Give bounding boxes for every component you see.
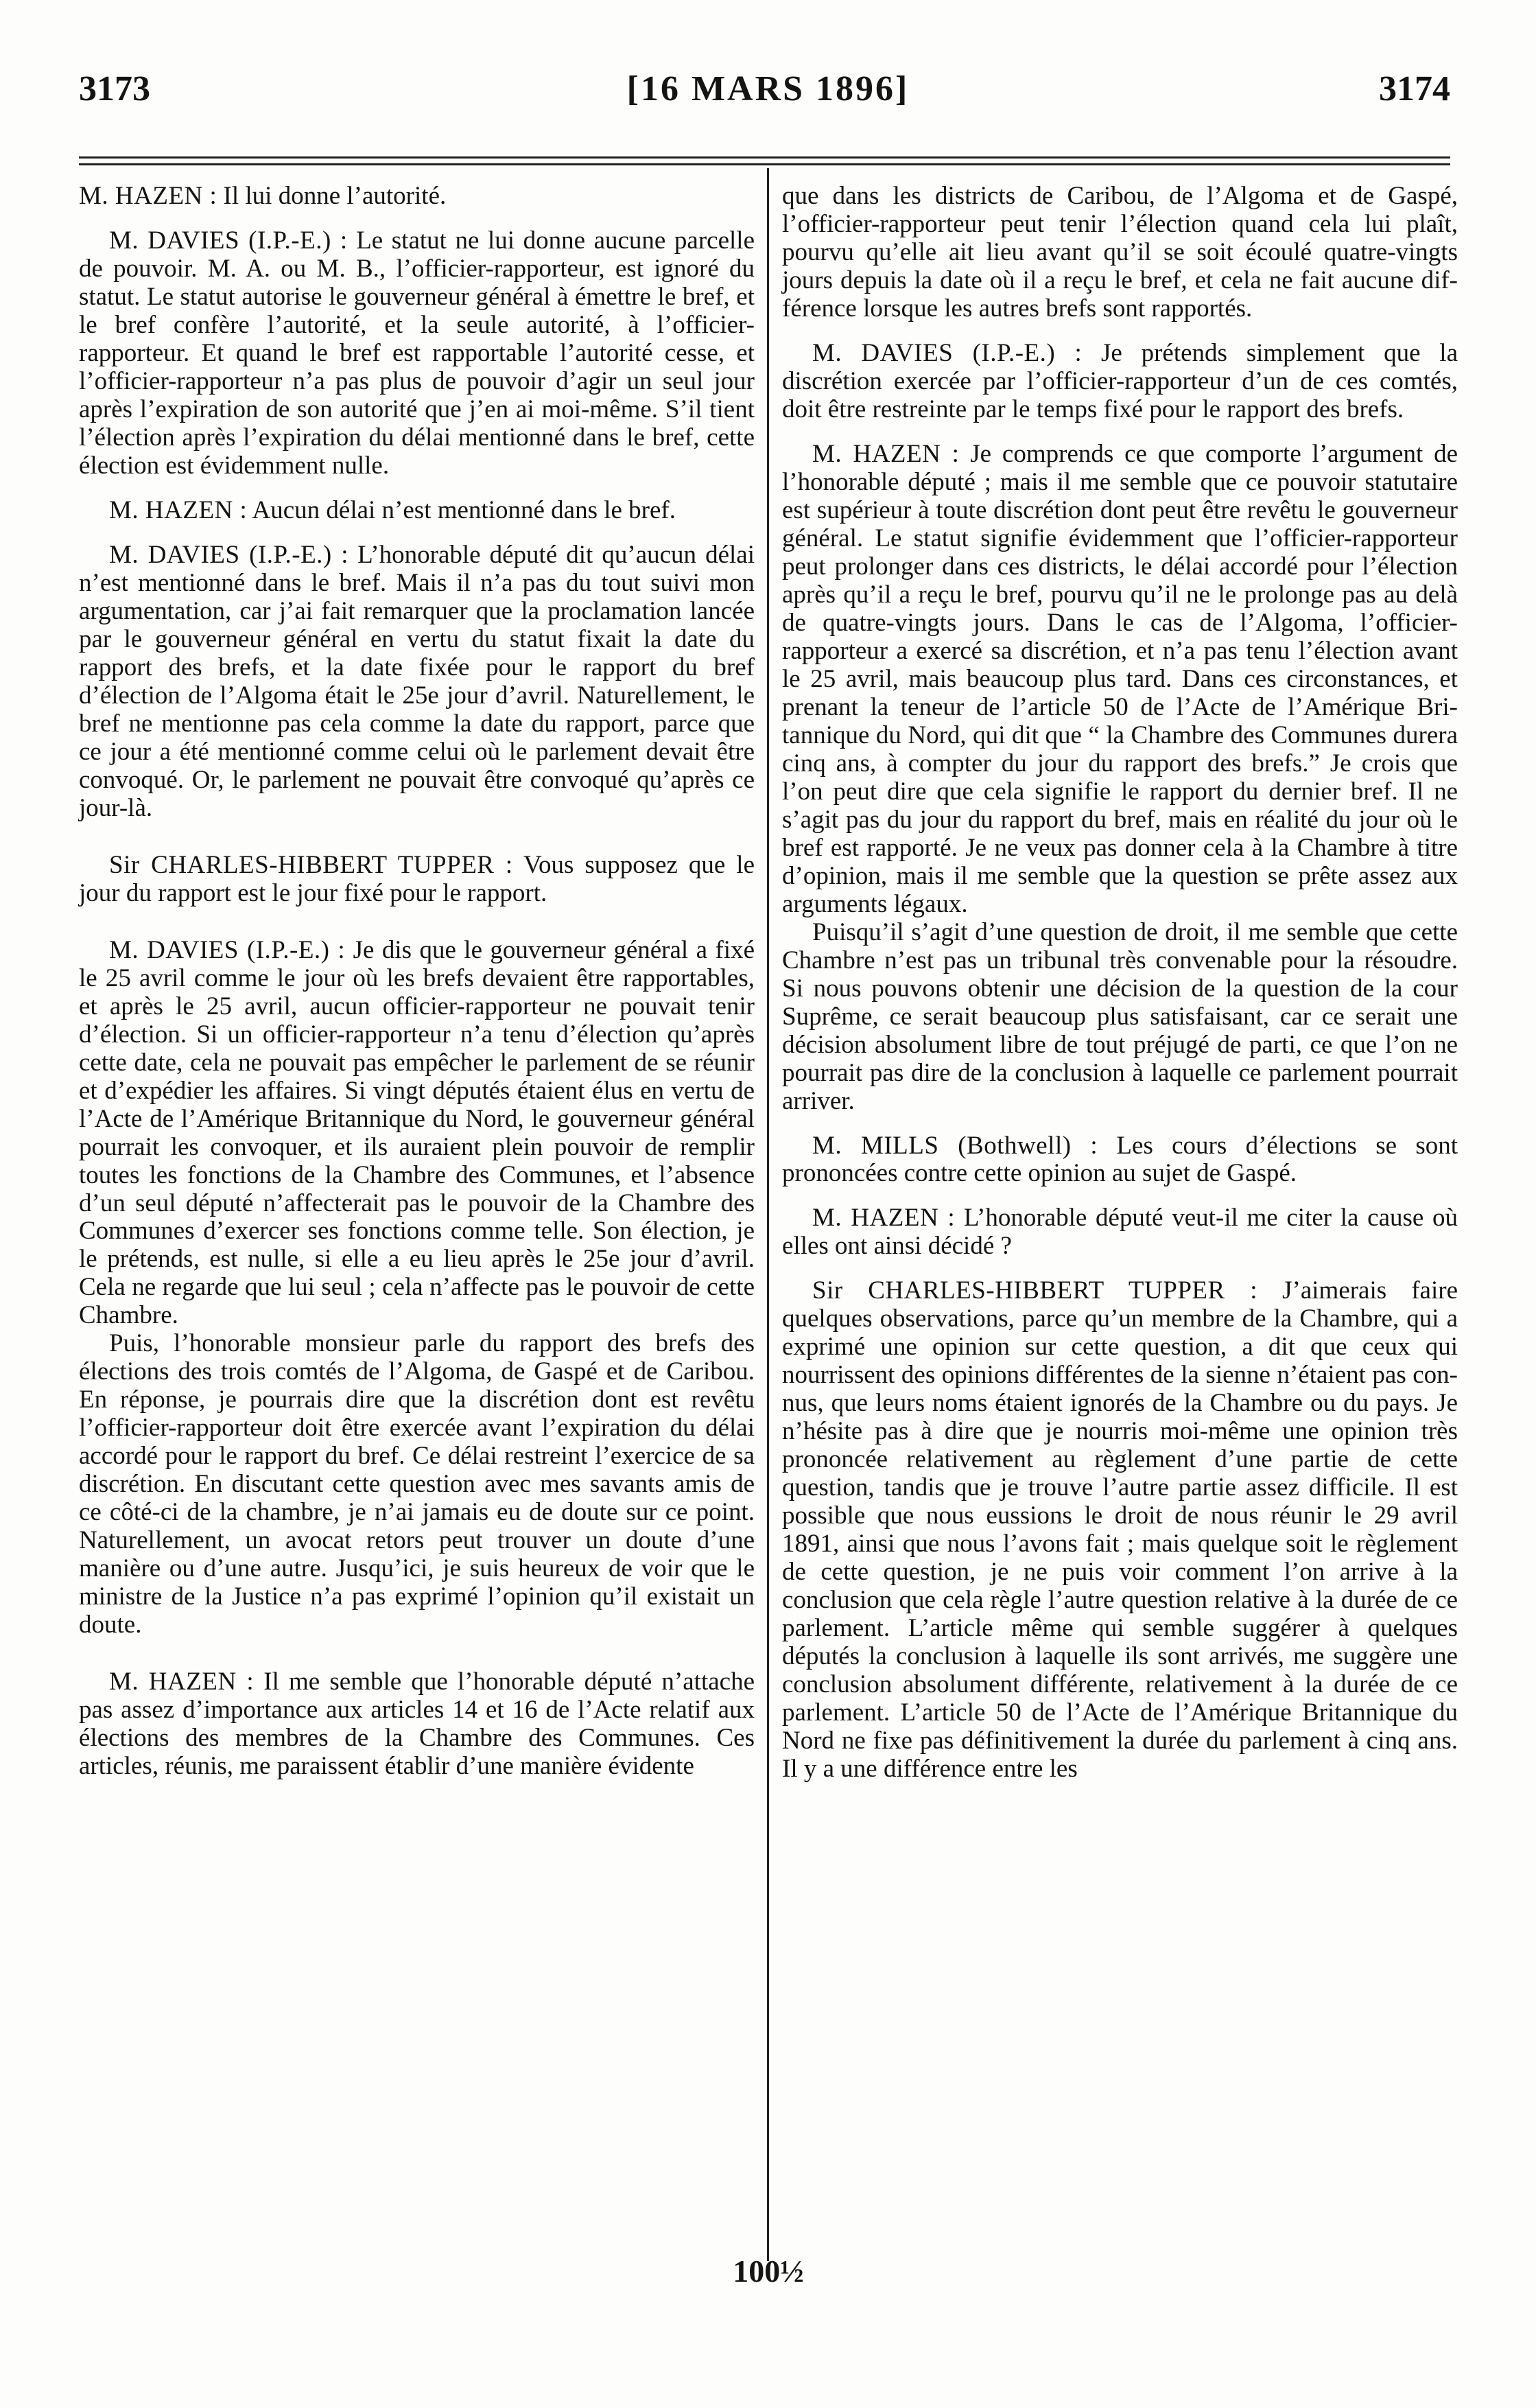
- paragraph: [782, 1276, 1458, 1783]
- speaker-name: M. DAVIES (I.P.-E.) :: [812, 338, 1083, 367]
- paragraph: [79, 1668, 755, 1780]
- speech-text: Aucun délai n’est mentionné dans le bref.: [247, 495, 676, 524]
- speaker-name: M. DAVIES (I.P.-E.) :: [109, 540, 349, 569]
- page-header: [0, 0, 1536, 151]
- speaker-name: Sir CHARLES-HIBBERT TUPPER :: [109, 850, 513, 879]
- header-rule-bottom: [79, 163, 1450, 165]
- speech-text: L’honorable député dit qu’aucun délai n’est mentionné dans le bref. Mais il n’a pas du tout suivi mon argumentation, car j’ai fait remarquer que la proclamation lancée par le gouverneur général en vertu du statut fixait la date du rapport des brefs, et la date fixée pour le rapport du bref d’élection de l’Algoma était le 25e jour d’avril. Naturellement, le bref ne mentionne pas cela comme la date du rapport, parce que ce jour a été mentionné comme celui où le parlement devait être convoqué. Or, le parlement ne pouvait être convoqué qu’après ce jour-là.: [79, 540, 755, 822]
- paragraph: que dans les districts de Caribou, de l’Algoma et de Gaspé, l’officier-rapporteur peut tenir l’élection quand cela lui plaît, pourvu qu’elle ait lieu avant qu’il se soit écoulé quatre-vingts jours depuis la date où il a reçu le bref, et cela ne fait aucune différence lorsque les autres brefs sont rapportés.: [782, 182, 1458, 323]
- speech-text: L’honorable député veut-il me citer la cause où elles ont ainsi décidé ?: [782, 1204, 1458, 1261]
- speech-text: Il me semble que l’honorable député n’attache pas assez d’importance aux articles 14 et 16 de l’Acte relatif aux élections des membres de la Chambre des Communes. Ces articles, réunis, me paraissent établir d’une manière évidente: [79, 1668, 755, 1781]
- page-number-right: 3174: [1379, 69, 1450, 108]
- speaker-name: M. HAZEN :: [79, 182, 217, 210]
- speaker-name: M. HAZEN :: [812, 439, 960, 468]
- speech-text: Il lui donne l’autorité.: [217, 182, 447, 210]
- paragraph: Puisqu’il s’agit d’une question de droit, il me semble que cette Chambre n’est pas un tribunal très convenable pour la résoudre. Si nous pouvons obtenir une décision de la question de la cour Suprême, ce serait beaucoup plus satisfaisant, car ce serait une décision absolument libre de tout préjugé de parti, ce que l’on ne pourrait pas dire de la conclusion à laquelle ce parlement pourrait arriver.: [782, 917, 1458, 1115]
- speaker-name: M. HAZEN :: [109, 495, 248, 524]
- page-number-left: 3173: [79, 69, 150, 108]
- running-head-date: [16 MARS 1896]: [626, 69, 910, 108]
- speech-text: Les cours d’élections se sont prononcées contre cette opinion au sujet de Gaspé.: [782, 1131, 1458, 1188]
- paragraph: [79, 541, 755, 822]
- speech-text: Le statut ne lui donne aucune parcelle de pouvoir. M. A. ou M. B., l’officier-rapporteur, est ignoré du statut. Le statut autorise le gouverneur général à émettre le bref, et le bref confère l’autorité, et la seule autorité, à l’officier-rapporteur. Et quand le bref est rapportable l’autorité cesse, et l’officier-rapporteur n’a pas plus de pouvoir d’agir un seul jour après l’expiration de son autorité que j’en ai moi-même. S’il tient l’élection après l’expiration du délai mentionné dans le bref, cette élection est évidemment nulle.: [79, 226, 755, 480]
- paragraph: [79, 182, 755, 210]
- folio-signature: 100½: [733, 2254, 804, 2289]
- right-column: [782, 182, 1458, 1783]
- paragraph: [79, 936, 755, 1330]
- speaker-name: Sir CHARLES-HIBBERT TUPPER :: [812, 1276, 1258, 1305]
- speech-text: Vous supposez que le jour du rapport est le jour fixé pour le rapport.: [79, 850, 755, 907]
- speech-text: Je comprends ce que comporte l’argument de l’honorable député ; mais il me semble que ce pouvoir statutaire est supérieur à toute discrétion dont peut être revêtu le gouverneur général. Le statut signifie évidemment que l’officier-rapporteur peut prolonger dans ces districts, le délai accordé pour l’élection après qu’il a reçu le bref, pourvu qu’il ne le prolonge pas au delà de quatre-vingts jours. Dans le cas de l’Algoma, l’officier-rapporteur a exercé sa discrétion, et n’a pas tenu l’élection avant le 25 avril, mais beaucoup plus tard. Dans ces circonstances, et prenant la teneur de l’article 50 de l’Acte de l’Amérique Britannique du Nord, qui dit que “ la Chambre des Communes durera cinq ans, à compter du jour du rapport des brefs.” Je crois que l’on peut dire que cela signifie le rapport du dernier bref. Il ne s’agit pas du jour du rapport du bref, mais en réalité du jour où le bref est rapporté. Je ne veux pas donner cela à la Chambre à titre d’opinion, mais il me semble que la question se prête assez aux arguments légaux.: [782, 439, 1458, 918]
- speech-text: J’aimerais faire quelques observations, parce qu’un membre de la Chambre, qui a exprimé une opinion sur cette question, a dit que ceux qui nourrissent des opinions différentes de la sienne n’étaient pas connus, que leurs noms étaient ignorés de la Chambre ou du pays. Je n’hésite pas à dire que je nourris moi-même une opinion très prononcée relativement au règlement d’une partie de cette question, tandis que je trouve l’autre partie assez difficile. Il est possible que nous eussions le droit de nous réunir le 29 avril 1891, ainsi que nous l’avons fait ; mais quelque soit le règlement de cette question, je ne puis voir comment l’on arrive à la conclusion que cela règle l’autre question relative à la durée de ce parlement. L’article même qui semble suggérer à quelques députés la conclusion à laquelle ils sont arrivés, me suggère une conclusion absolument différente, relativement à la durée de ce parlement. L’article 50 de l’Acte de l’Amérique Britannique du Nord ne fixe pas définitivement la durée du parlement à cinq ans. Il y a une différence entre les: [782, 1276, 1458, 1784]
- speaker-name: M. HAZEN :: [812, 1204, 956, 1232]
- speaker-name: M. DAVIES (I.P.-E.) :: [109, 935, 346, 964]
- paragraph: [782, 440, 1458, 918]
- speaker-name: M. HAZEN :: [109, 1668, 255, 1696]
- paragraph: [782, 1132, 1458, 1188]
- header-rule-top: [79, 156, 1450, 159]
- paragraph: [79, 851, 755, 907]
- speech-text: Je dis que le gouverneur général a fixé le 25 avril comme le jour où les brefs devaient être rapportables, et après le 25 avril, aucun officier-rapporteur ne pouvait tenir d’élection. Si un officier-rapporteur n’a tenu d’élection qu’après cette date, cela ne pouvait pas empêcher le parlement de se réunir et d’expédier les affaires. Si vingt députés étaient élus en vertu de l’Acte de l’Amérique Britannique du Nord, le gouverneur général pourrait les convoquer, et ils auraient plein pouvoir de remplir toutes les fonctions de la Chambre des Communes, et l’absence d’un seul député n’affecterait pas le pouvoir de la Chambre des Communes d’exercer ses fonctions comme telle. Son élection, je le prétends, est nulle, si elle a eu lieu après le 25e jour d’avril. Cela ne regarde que lui seul ; cela n’affecte pas le pouvoir de cette Chambre.: [79, 935, 755, 1330]
- left-column: [79, 182, 755, 1780]
- paragraph: [782, 339, 1458, 423]
- paragraph: [782, 1204, 1458, 1260]
- column-divider: [767, 168, 769, 2261]
- speaker-name: M. MILLS (Bothwell) :: [812, 1131, 1098, 1160]
- speech-text: Je prétends simplement que la discrétion exercée par l’officier-rapporteur d’un de ces comtés, doit être restreinte par le temps fixé pour le rapport des brefs.: [782, 338, 1458, 423]
- paragraph: [79, 496, 755, 524]
- paragraph: [79, 226, 755, 480]
- paragraph: Puis, l’honorable monsieur parle du rapport des brefs des élections des trois comtés de l’Algoma, de Gaspé et de Caribou. En réponse, je pourrais dire que la discrétion dont est revêtu l’officier-rapporteur doit être exercée avant l’expiration du délai accordé pour le rapport du bref. Ce délai restreint l’exercice de sa discrétion. En discutant cette question avec mes savants amis de ce côté-ci de la chambre, je n’ai jamais eu de doute sur ce point. Naturellement, un avocat retors peut trouver un doute d’une manière ou d’une autre. Jusqu’ici, je suis heureux de voir que le ministre de la Justice n’a pas exprimé l’opinion qu’il existait un doute.: [79, 1329, 755, 1639]
- speaker-name: M. DAVIES (I.P.-E.) :: [109, 226, 348, 255]
